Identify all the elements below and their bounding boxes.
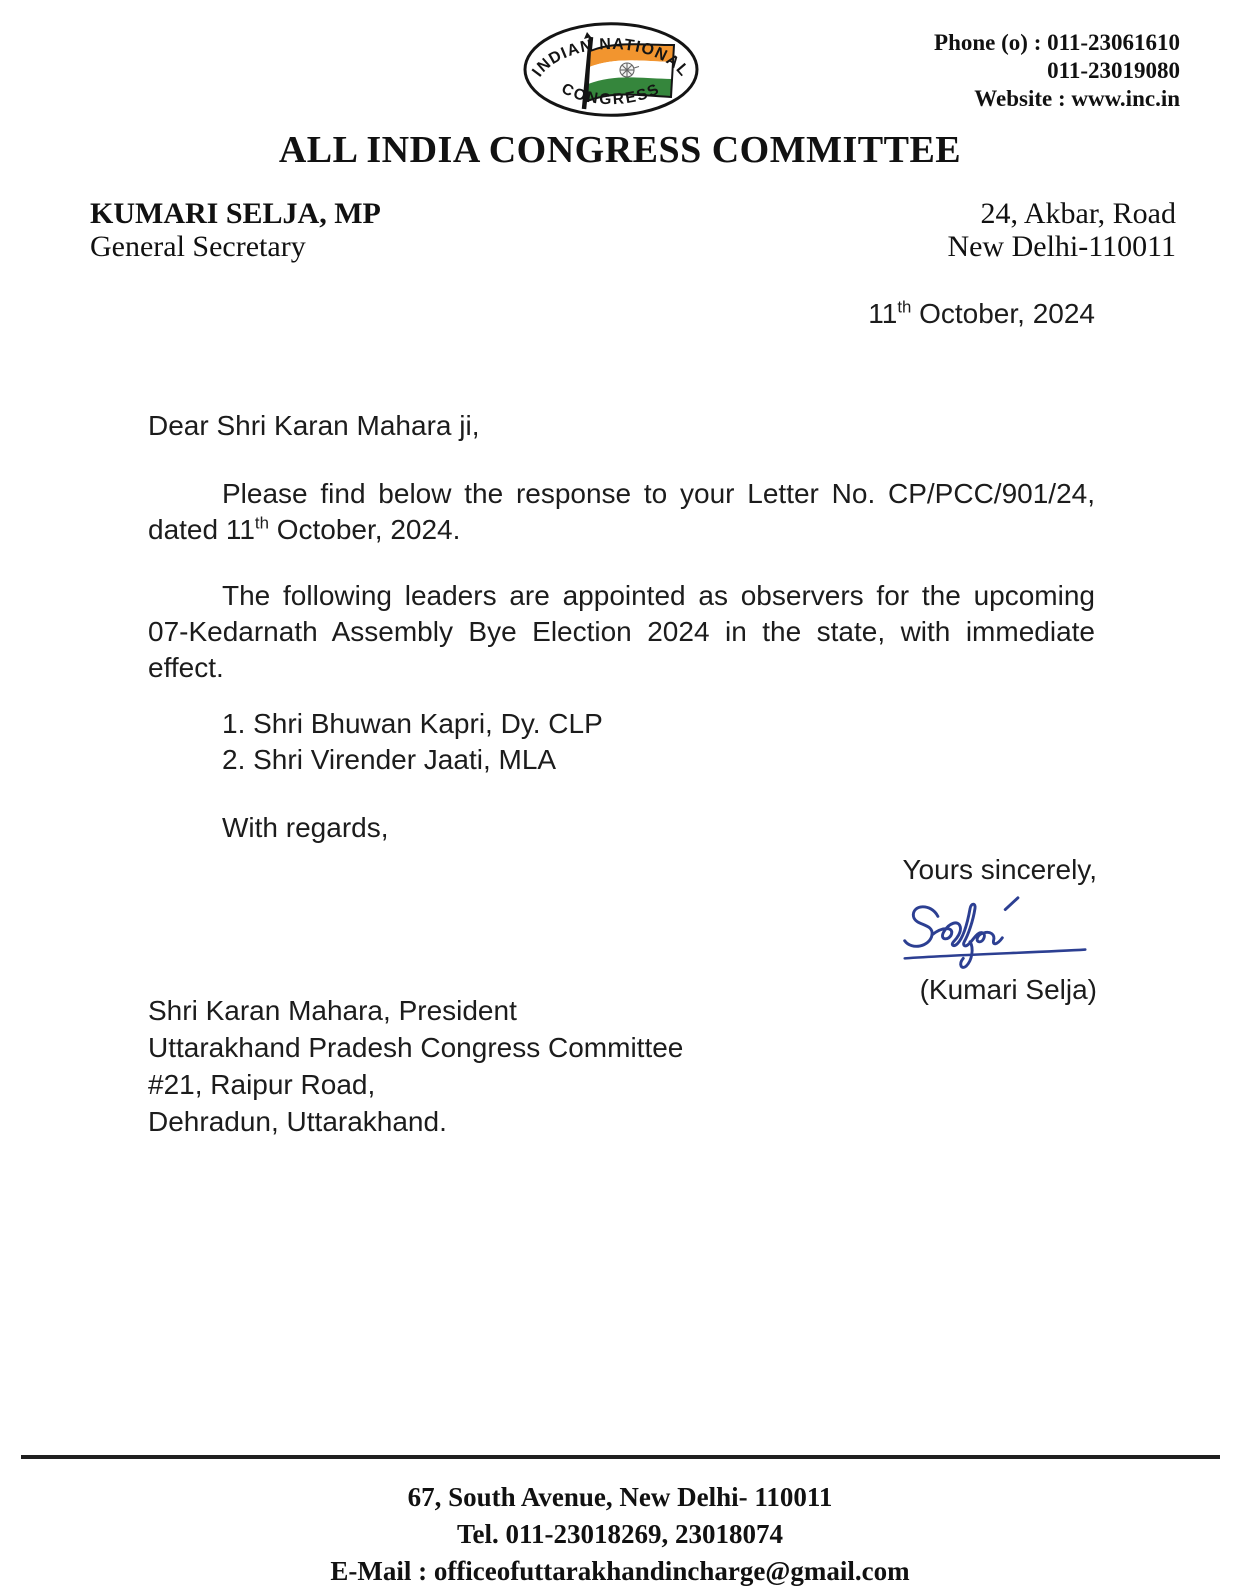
signature-selja — [892, 890, 1097, 972]
signoff-block — [892, 852, 1097, 1008]
salutation: Dear Shri Karan Mahara ji, — [148, 410, 480, 441]
sign-off-line: Yours sincerely, — [902, 854, 1097, 885]
footer-divider — [21, 1455, 1220, 1459]
letter-body — [148, 408, 1095, 846]
recipient-block — [148, 992, 683, 1140]
phone-line-2: 011-23019080 — [1047, 58, 1180, 83]
officer-title: General Secretary — [90, 230, 306, 263]
phone-line-1: Phone (o) : 011-23061610 — [934, 30, 1180, 55]
hq-address-block — [947, 197, 1176, 263]
observers-list — [148, 706, 1095, 778]
officer-name: KUMARI SELJA, MP — [90, 197, 381, 230]
closing-line: With regards, — [222, 812, 389, 843]
officer-block — [90, 197, 381, 263]
logo-arc-bottom-text: CONGRESS — [558, 80, 664, 109]
signatory-name: (Kumari Selja) — [919, 974, 1097, 1005]
paragraph-1 — [148, 476, 1095, 548]
footer-email: E-Mail : officeofuttarakhandincharge@gmail.com — [330, 1556, 910, 1586]
recipient-line-2: Uttarakhand Pradesh Congress Committee — [148, 1032, 684, 1063]
date-day: 11 — [868, 298, 898, 329]
date-rest: October, 2024 — [911, 298, 1095, 329]
letter-date — [148, 298, 1095, 330]
recipient-line-1: Shri Karan Mahara, President — [148, 995, 517, 1026]
contact-block — [934, 29, 1180, 113]
paragraph-1-text: Please find below the response to your Letter No. CP/PCC/901/24, dated 11 — [148, 478, 1095, 545]
observer-item-2: 2. Shri Virender Jaati, MLA — [222, 744, 557, 775]
footer-block — [0, 1479, 1240, 1589]
footer-address: 67, South Avenue, New Delhi- 110011 — [407, 1482, 833, 1512]
recipient-line-4: Dehradun, Uttarakhand. — [148, 1106, 447, 1137]
inc-logo-icon — [522, 21, 700, 118]
observer-item-1: 1. Shri Bhuwan Kapri, Dy. CLP — [222, 708, 603, 739]
date-ordinal: th — [897, 297, 912, 317]
paragraph-2: The following leaders are appointed as observers for the upcoming 07-Kedarnath Assembly Bye Election 2024 in the state, with immediate effect. — [148, 580, 1095, 683]
website-line: Website : www.inc.in — [974, 86, 1180, 111]
recipient-line-3: #21, Raipur Road, — [148, 1069, 376, 1100]
inc-logo — [522, 21, 700, 118]
hq-address-line-1: 24, Akbar, Road — [980, 197, 1176, 230]
logo-arc-top-text: INDIAN NATIONAL — [529, 35, 693, 81]
paragraph-1-text-end: October, 2024. — [268, 514, 461, 545]
org-title: ALL INDIA CONGRESS COMMITTEE — [278, 129, 962, 171]
footer-tel: Tel. 011-23018269, 23018074 — [456, 1519, 784, 1549]
hq-address-line-2: New Delhi-110011 — [947, 230, 1176, 263]
paragraph-1-ordinal: th — [254, 513, 269, 533]
signature-icon — [892, 890, 1097, 972]
